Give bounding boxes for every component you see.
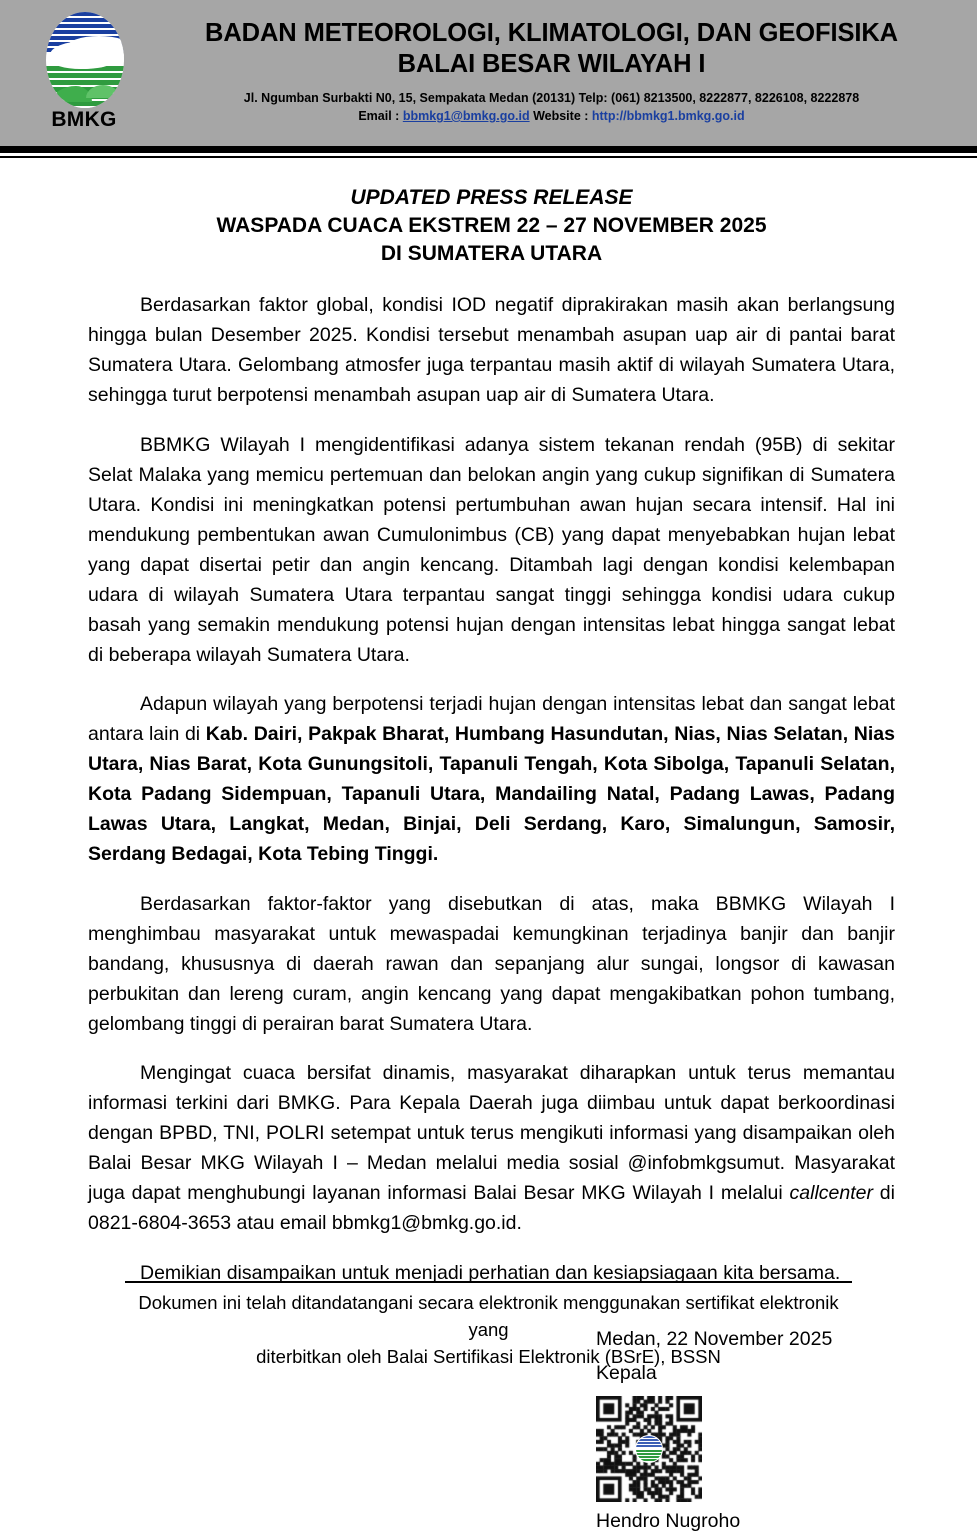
contact-line	[140, 107, 963, 125]
footer-line-1: Dokumen ini telah ditandatangani secara elektronik menggunakan sertifikat elektronik yang	[138, 1292, 839, 1340]
coordination-text-a: Mengingat cuaca bersifat dinamis, masyarakat diharapkan untuk terus memantau informasi terkini dari BMKG. Para Kepala Daerah juga diimbau untuk dapat berkoordinasi dengan BPBD, TNI, POLRI setempat untuk terus mengikuti informasi yang disampaikan oleh Balai Besar MKG Wilayah I – Medan melalui media sosial @infobmkgsumut. Masyarakat juga dapat menghubungi layanan informasi Balai Besar MKG Wilayah I melalui	[88, 1062, 895, 1204]
organization-name-line1: BADAN METEOROLOGI, KLIMATOLOGI, DAN GEOFISIKA	[205, 19, 898, 47]
footer-divider	[125, 1281, 852, 1283]
email-link[interactable]: bbmkg1@bmkg.go.id	[402, 109, 530, 123]
website-label: Website :	[529, 109, 592, 123]
affected-regions-lead: Adapun wilayah yang berpotensi terjadi hujan dengan intensitas lebat dan sangat lebat antara lain di	[88, 693, 895, 745]
signature-place-date: Medan, 22 November 2025	[596, 1327, 833, 1350]
title-line-updated-press-release: UPDATED PRESS RELEASE	[350, 186, 633, 209]
title-line-region: DI SUMATERA UTARA	[380, 242, 603, 265]
paragraph-global-factors: Berdasarkan faktor global, kondisi IOD negatif diprakirakan masih akan berlangsung hingga bulan Desember 2025. Kondisi tersebut menambah asupan uap air di pantai barat Sumatera Utara. Gelombang atmosfer juga terpantau masih aktif di wilayah Sumatera Utara, sehingga turut berpotensi menambah asupan uap air di Sumatera Utara.	[88, 294, 895, 406]
address-line: Jl. Ngumban Surbakti N0, 15, Sempakata Medan (20131) Telp: (061) 8213500, 8222877, 8226108, 8222878	[243, 91, 860, 105]
qr-center-bmkg-icon	[635, 1435, 663, 1463]
paragraph-warnings: Berdasarkan faktor-faktor yang disebutkan di atas, maka BBMKG Wilayah I menghimbau masyarakat untuk mewaspadai kemungkinan terjadinya banjir dan banjir bandang, khususnya di daerah rawan dan sepanjang alur sungai, longsor di kawasan perbukitan dan lereng curam, angin kencang yang dapat mengakibatkan pohon tumbang, gelombang tinggi di perairan barat Sumatera Utara.	[88, 892, 895, 1035]
letterhead-text-block	[140, 18, 963, 125]
digital-signature-qr-code	[596, 1396, 702, 1502]
bmkg-logo-label: BMKG	[51, 108, 117, 131]
paragraph-coordination	[88, 1058, 895, 1238]
header-divider-thin	[0, 156, 977, 158]
document-footer	[0, 1281, 977, 1370]
logo-cloud-icon	[50, 41, 120, 69]
header-divider-thick	[0, 146, 977, 153]
affected-regions-list: Kab. Dairi, Pakpak Bharat, Humbang Hasundutan, Nias, Nias Selatan, Nias Utara, Nias Barat, Kota Gunungsitoli, Tapanuli Tengah, Kota Sibolga, Tapanuli Selatan, Kota Padang Sidempuan, Tapanuli Utara, Mandailing Natal, Padang Lawas, Padang Lawas Utara, Langkat, Medan, Binjai, Deli Serdang, Karo, Simalungun, Samosir, Serdang Bedagai, Kota Tebing Tinggi.	[88, 723, 895, 865]
document-title	[88, 184, 895, 268]
letterhead	[0, 0, 977, 146]
letterhead-address	[140, 89, 963, 125]
footer-line-2: diterbitkan oleh Balai Sertifikasi Elektronik (BSrE), BSSN	[256, 1346, 721, 1367]
signature-position: Kepala	[596, 1361, 657, 1384]
callcenter-term: callcenter	[789, 1182, 873, 1204]
title-line-subject: WASPADA CUACA EKSTREM 22 – 27 NOVEMBER 2025	[216, 214, 767, 237]
paragraph-closing: Demikian disampaikan untuk menjadi perhatian dan kesiapsiagaan kita bersama.	[140, 1261, 841, 1284]
qr-logo-sky	[636, 1436, 662, 1448]
coordination-text-b: di 0821-6804-3653 atau email bbmkg1@bmkg.go.id.	[88, 1182, 895, 1234]
paragraph-low-pressure-system: BBMKG Wilayah I mengidentifikasi adanya sistem tekanan rendah (95B) di sekitar Selat Malaka yang memicu pertemuan dan belokan angin yang cukup signifikan di Sumatera Utara. Kondisi ini meningkatkan potensi pertumbuhan awan hujan secara intensif. Hal ini mendukung pembentukan awan Cumulonimbus (CB) yang dapat menyebabkan hujan lebat yang dapat disertai petir dan angin kencang. Ditambah lagi dengan kondisi kelembapan udara di wilayah Sumatera Utara terpantau sangat tinggi sehingga kondisi udara cukup basah yang semakin mendukung potensi hujan dengan intensitas lebat hingga sangat lebat di beberapa wilayah Sumatera Utara.	[88, 433, 895, 666]
bmkg-logo-emblem-icon	[46, 12, 124, 108]
organization-name-line2: BALAI BESAR WILAYAH I	[397, 50, 706, 78]
email-label: Email :	[358, 109, 403, 123]
bmkg-logo	[32, 10, 136, 138]
signatory-name: Hendro Nugroho	[596, 1509, 741, 1532]
qr-logo-ground	[636, 1450, 662, 1462]
website-link[interactable]: http://bbmkg1.bmkg.go.id	[591, 109, 745, 123]
paragraph-affected-regions	[88, 689, 895, 869]
